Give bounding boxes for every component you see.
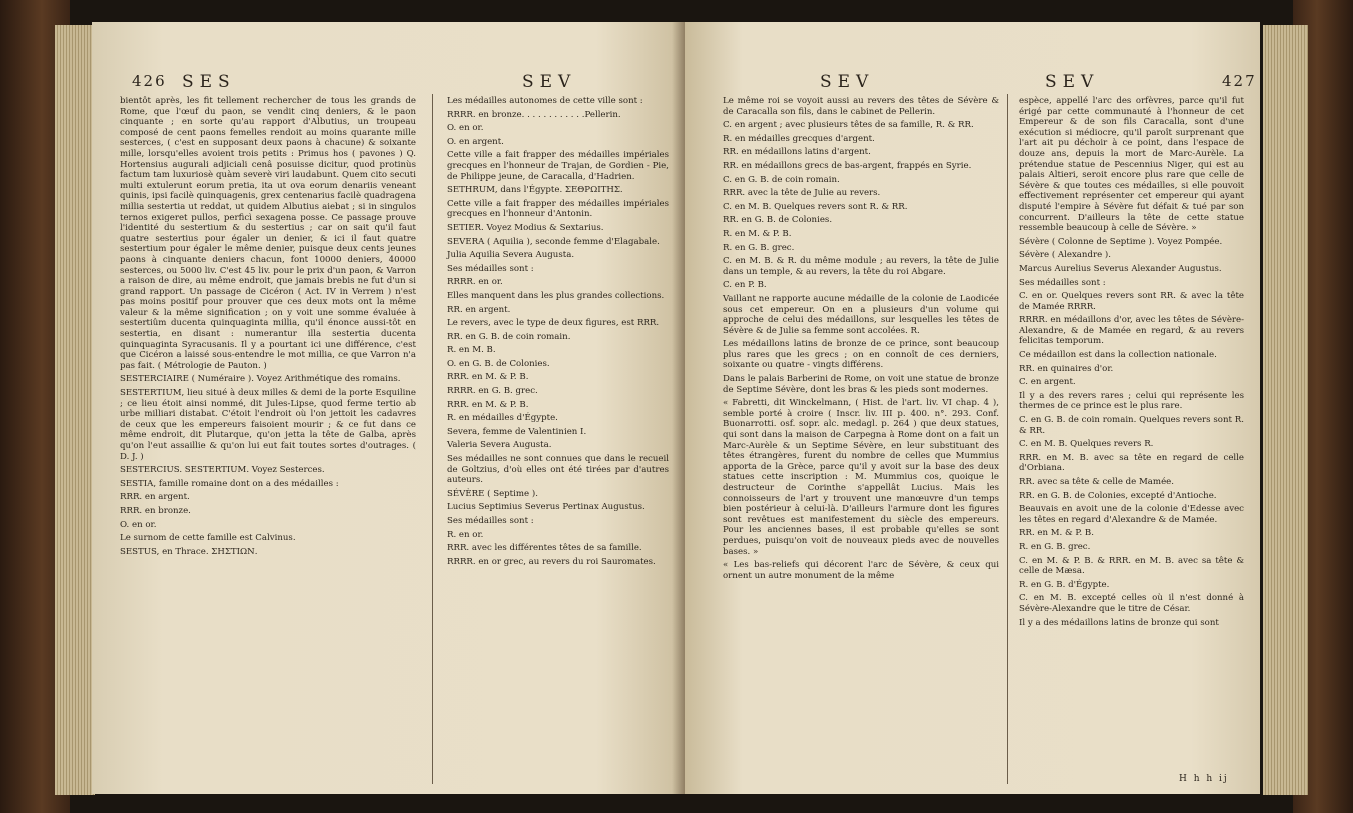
column-divider: [432, 94, 433, 784]
text-paragraph: SETIER. Voyez Modius & Sextarius.: [447, 222, 604, 233]
text-paragraph: O. en G. B. de Colonies.: [447, 358, 550, 369]
left-page: [92, 22, 685, 794]
text-paragraph: Lucius Septimius Severus Pertinax Augustus.: [447, 502, 645, 513]
text-paragraph: RR. avec sa tête & celle de Mamée.: [1019, 477, 1174, 487]
text-paragraph: Marcus Aurelius Severus Alexander Augustus.: [1019, 263, 1222, 274]
text-paragraph: espèce, appellé l'arc des orfèvres, parce qu'il fut érigé par cette communauté à l'honneur de cet Empereur & de son fils Caracalla, sont d'une exécution si médiocre, qu'il paroît surprenant que l'art ait pu déchoir à ce point, dans l'espace de douze ans, depuis la mort de Marc-Aurèle. La prétendue statue de Pescennius Niger, qui est au palais Altieri, seroit encore plus rare que celle de Sévère & que toutes ces médailles, si elle pouvoit effectivement représenter cet empereur qui ayant disputé l'empire à Sévère fut défait & tué par son concurrent. D'ailleurs la tête de cette statue ressemble beaucoup à celle de Sévère. »: [1019, 96, 1244, 234]
text-paragraph: RRR. en argent.: [120, 492, 190, 503]
text-paragraph: RR. en médaillons latins d'argent.: [723, 147, 871, 158]
text-paragraph: Ses médailles ne sont connues que dans le recueil de Goltzius, d'où elles ont été tirées par d'autres auteurs.: [447, 454, 669, 486]
left-header-left: SES: [182, 72, 236, 92]
right-column-1: [723, 96, 999, 584]
left-page-number: 426: [132, 72, 167, 90]
text-paragraph: Le surnom de cette famille est Calvinus.: [120, 533, 296, 544]
text-paragraph: RR. en médaillons grecs de bas-argent, frappés en Syrie.: [723, 160, 972, 171]
text-paragraph: Cette ville a fait frapper des médailles impériales grecques en l'honneur de Trajan, de Gordien - Pie, de Philippe jeune, de Caracalla, d'Hadrien.: [447, 150, 669, 182]
text-paragraph: Sévère ( Colonne de Septime ). Voyez Pompée.: [1019, 236, 1223, 247]
text-paragraph: SESTERCIUS. SESTERTIUM. Voyez Sesterces.: [120, 465, 325, 476]
text-paragraph: C. en or. Quelques revers sont RR. & avec la tête de Mamée RRRR.: [1019, 291, 1244, 312]
text-paragraph: C. en G. B. de coin romain. Quelques revers sont R. & RR.: [1019, 415, 1244, 436]
page-edges-right: [1263, 25, 1308, 795]
text-paragraph: Julia Aquilia Severa Augusta.: [447, 250, 575, 261]
text-paragraph: C. en M. B. excepté celles où il n'est donné à Sévère-Alexandre que le titre de César.: [1019, 593, 1244, 614]
right-header-left: SEV: [820, 72, 875, 92]
text-paragraph: RR. en G. B. de Colonies, excepté d'Antioche.: [1019, 490, 1217, 501]
text-paragraph: Il y a des médaillons latins de bronze qui sont: [1019, 617, 1219, 628]
text-paragraph: Les médaillons latins de bronze de ce prince, sont beaucoup plus rares que les grecs ; on en connoît de ces derniers, soixante ou quatre - vingts différens.: [723, 339, 999, 371]
text-paragraph: RRR. en M. & P. B.: [447, 372, 529, 383]
text-paragraph: RR. en quinaires d'or.: [1019, 363, 1114, 374]
text-paragraph: Elles manquent dans les plus grandes collections.: [447, 290, 665, 301]
signature-mark: H h h ij: [1179, 774, 1229, 784]
text-paragraph: RR. en G. B. de Colonies.: [723, 215, 833, 226]
text-paragraph: RRR. en M. & P. B.: [447, 399, 529, 410]
text-paragraph: C. en argent.: [1019, 377, 1076, 388]
text-paragraph: RRR. avec la tête de Julie au revers.: [723, 188, 881, 199]
page-edges-left: [55, 25, 95, 795]
text-paragraph: Severa, femme de Valentinien I.: [447, 426, 587, 437]
text-paragraph: SESTIA, famille romaine dont on a des médailles :: [120, 478, 339, 489]
text-paragraph: O. en argent.: [447, 136, 504, 147]
text-paragraph: R. en M. B.: [447, 345, 496, 356]
text-paragraph: Le même roi se voyoit aussi au revers des têtes de Sévère & de Caracalla son fils, dans le cabinet de Pellerin.: [723, 96, 999, 117]
text-paragraph: Il y a des revers rares ; celui qui représente les thermes de ce prince est le plus rare.: [1019, 390, 1244, 412]
text-paragraph: R. en G. B. grec.: [723, 242, 795, 253]
text-paragraph: « Fabretti, dit Winckelmann, ( Hist. de l'art. liv. VI chap. 4 ), semble porté à croire ( Inscr. liv. III p. 400. n°. 293. Conf. Buonarrotti. osf. sopr. alc. medagl. p. 264 ) que deux statues, qui sont dans la maison de Carpegna à Rome dont on a fait un Marc-Aurèle & un Septime Sévère, en leur substituant des têtes étrangères, furent du nombre de celles que Mummius apporta de la Grèce, parce qu'il y avoit sur la base des deux statues cette inscription : M. Mummius cos, quoique le destructeur de Corinthe s'appellât Lucius. Mais les connoisseurs de l'art y trouvent une manœuvre d'un temps bien postérieur à celui-là. D'ailleurs l'armure dont les figures sont revêtues est manifestement du siècle des empereurs. Pour les anciennes bases, il est probable qu'elles se sont perdues, puisqu'on voit de nouveaux pieds avec de nouvelles bases. »: [723, 398, 999, 557]
text-paragraph: R. en G. B. grec.: [1019, 541, 1091, 552]
text-paragraph: Ses médailles sont :: [447, 263, 534, 274]
text-paragraph: R. en M. & P. B.: [723, 228, 792, 239]
text-paragraph: RRRR. en G. B. grec.: [447, 386, 538, 397]
text-paragraph: Beauvais en avoit une de la colonie d'Edesse avec les têtes en regard d'Alexandre & de Mamée.: [1019, 504, 1244, 525]
text-paragraph: Les médailles autonomes de cette ville sont :: [447, 96, 643, 106]
text-paragraph: SÉVÈRE ( Septime ).: [447, 488, 538, 499]
text-paragraph: RRRR. en or grec, au revers du roi Sauromates.: [447, 556, 656, 567]
text-paragraph: C. en M. B. Quelques revers sont R. & RR.: [723, 201, 908, 212]
text-paragraph: R. en médailles grecques d'argent.: [723, 133, 875, 144]
text-paragraph: SESTUS, en Thrace. ΣΗΣΤΙΩΝ.: [120, 546, 258, 557]
text-paragraph: C. en G. B. de coin romain.: [723, 174, 840, 185]
text-paragraph: Le revers, avec le type de deux figures, est RRR.: [447, 318, 660, 329]
text-paragraph: RRRR. en bronze. . . . . . . . . . . .Pellerin.: [447, 109, 621, 120]
text-paragraph: SESTERCIAIRE ( Numéraire ). Voyez Arithmétique des romains.: [120, 374, 401, 385]
right-column-2: [1019, 96, 1244, 631]
right-header-right: SEV: [1045, 72, 1100, 92]
left-column-1: [120, 96, 416, 560]
text-paragraph: Vaillant ne rapporte aucune médaille de la colonie de Laodicée sous cet empereur. On en a plusieurs d'un volume qui approche de celui des médaillons, sur lesquelles les têtes de Sévère & de Julie sa femme sont accolées. R.: [723, 293, 999, 336]
right-page-number: 427: [1222, 72, 1257, 90]
text-paragraph: Ses médailles sont :: [447, 516, 534, 526]
text-paragraph: SEVERA ( Aquilia ), seconde femme d'Elagabale.: [447, 236, 660, 247]
column-divider: [1007, 94, 1008, 784]
text-paragraph: RRRR. en or.: [447, 277, 503, 288]
text-paragraph: R. en or.: [447, 529, 484, 540]
text-paragraph: « Les bas-reliefs qui décorent l'arc de Sévère, & ceux qui ornent un autre monument de la même: [723, 560, 999, 581]
text-paragraph: RR. en M. & P. B.: [1019, 528, 1094, 539]
text-paragraph: C. en M. & P. B. & RRR. en M. B. avec sa tête & celle de Mæsa.: [1019, 555, 1244, 577]
text-paragraph: O. en or.: [120, 519, 157, 530]
text-paragraph: O. en or.: [447, 123, 484, 134]
text-paragraph: R. en G. B. d'Égypte.: [1019, 579, 1110, 590]
text-paragraph: RRR. en M. B. avec sa tête en regard de celle d'Orbiana.: [1019, 452, 1244, 474]
text-paragraph: C. en M. B. Quelques revers R.: [1019, 439, 1154, 450]
text-paragraph: bientôt après, les fit tellement rechercher de tous les grands de Rome, que l'œuf du paon, se vendit cinq deniers, & le paon cinquante ; en sorte qu'au rapport d'Albutius, un troupeau composé de cent paons femelles rendoit au moins quarante mille sesterces, ( c'est en supposant deux paons à chacune) & soixante mille, lorsqu'elles avoient trois petits : Primus hos ( pavones ) Q. Hortensius augurali adjiciali cenâ posuisse dicitur, quod protinùs factum tam luxuriosè quàm severè viri laudabunt. Quem cito secuti multi extulerunt eorum pretia, ita ut ova eorum denariis veneant quinis, ipsi facilè quinquagenis, grex centenarius facilè quadragena millia sestertia ut reddat, ut quidem Albutius aiebat ; si in singulos ternos exigeret pullos, perficì sexagena posse. Ce passage prouve l'identité du sestertium & du sestertius ; car on sait qu'il faut quatre sestertius pour égaler un denier, & ici il faut quatre sestertium pour égaler le même denier, puisque deux cents jeunes paons à cinquante deniers chacun, font 10000 deniers, 40000 sesterces, ou 5000 liv. C'est 45 liv. pour le prix d'un paon, & Varron a raison de dire, au même endroit, que jamais brebis ne fut d'un si grand rapport. Un passage de Cicéron ( Act. IV in Verrem ) n'est pas moins positif pour prouver que ces deux mots ont la même valeur & la même signification ; on y voit une somme évaluée à sestertiûm ducenta quinquaginta millia, qu'il énonce aussi-tôt en sestertia, en disant : numerantur illa sestertia ducenta quinquaginta Syracusanis. Il y a pourtant ici une différence, c'est que Cicéron a laissé sous-entendre le mot millia, ce que Varron n'a pas fait. ( Métrologie de Pauton. ): [120, 96, 416, 371]
text-paragraph: RRR. avec les différentes têtes de sa famille.: [447, 543, 642, 554]
text-paragraph: SESTERTIUM, lieu situé à deux milles & demi de la porte Esquiline ; ce lieu étoit ainsi nommé, dit Jules-Lipse, quod ferme tertio ab urbe milliari distabat. C'étoit l'endroit où l'on jettoit les cadavres de ceux que les empereurs faisoient mourir ; & ce fut dans ce même endroit, dit Plutarque, qu'on jetta la tête de Galba, après qu'on l'eut assaillie & qu'on lui eut fait toutes sortes d'outrages. ( D. J. ): [120, 388, 416, 462]
text-paragraph: Ce médaillon est dans la collection nationale.: [1019, 350, 1217, 361]
text-paragraph: C. en argent ; avec plusieurs têtes de sa famille, R. & RR.: [723, 120, 974, 131]
text-paragraph: RRRR. en médaillons d'or, avec les têtes de Sévère-Alexandre, & de Mamée en regard, & au revers felicitas temporum.: [1019, 315, 1244, 347]
text-paragraph: C. en M. B. & R. du même module ; au revers, la tête de Julie dans un temple, & au revers, la tête du roi Abgare.: [723, 256, 999, 277]
text-paragraph: RR. en G. B. de coin romain.: [447, 331, 571, 342]
text-paragraph: Valeria Severa Augusta.: [447, 440, 552, 451]
text-paragraph: Dans le palais Barberini de Rome, on voit une statue de bronze de Septime Sévère, dont les bras & les pieds sont modernes.: [723, 374, 999, 395]
text-paragraph: RRR. en bronze.: [120, 505, 191, 516]
left-column-2: [447, 96, 669, 570]
text-paragraph: C. en P. B.: [723, 280, 767, 291]
text-paragraph: Sévère ( Alexandre ).: [1019, 250, 1111, 261]
text-paragraph: SETHRUM, dans l'Égypte. ΣΕΘΡΩΙΤΗΣ.: [447, 185, 623, 196]
text-paragraph: R. en médailles d'Égypte.: [447, 413, 558, 424]
text-paragraph: Cette ville a fait frapper des médailles impériales grecques en l'honneur d'Antonin.: [447, 198, 669, 220]
right-page: [685, 22, 1260, 794]
left-header-right: SEV: [522, 72, 577, 92]
text-paragraph: Ses médailles sont :: [1019, 277, 1106, 288]
text-paragraph: RR. en argent.: [447, 304, 511, 315]
